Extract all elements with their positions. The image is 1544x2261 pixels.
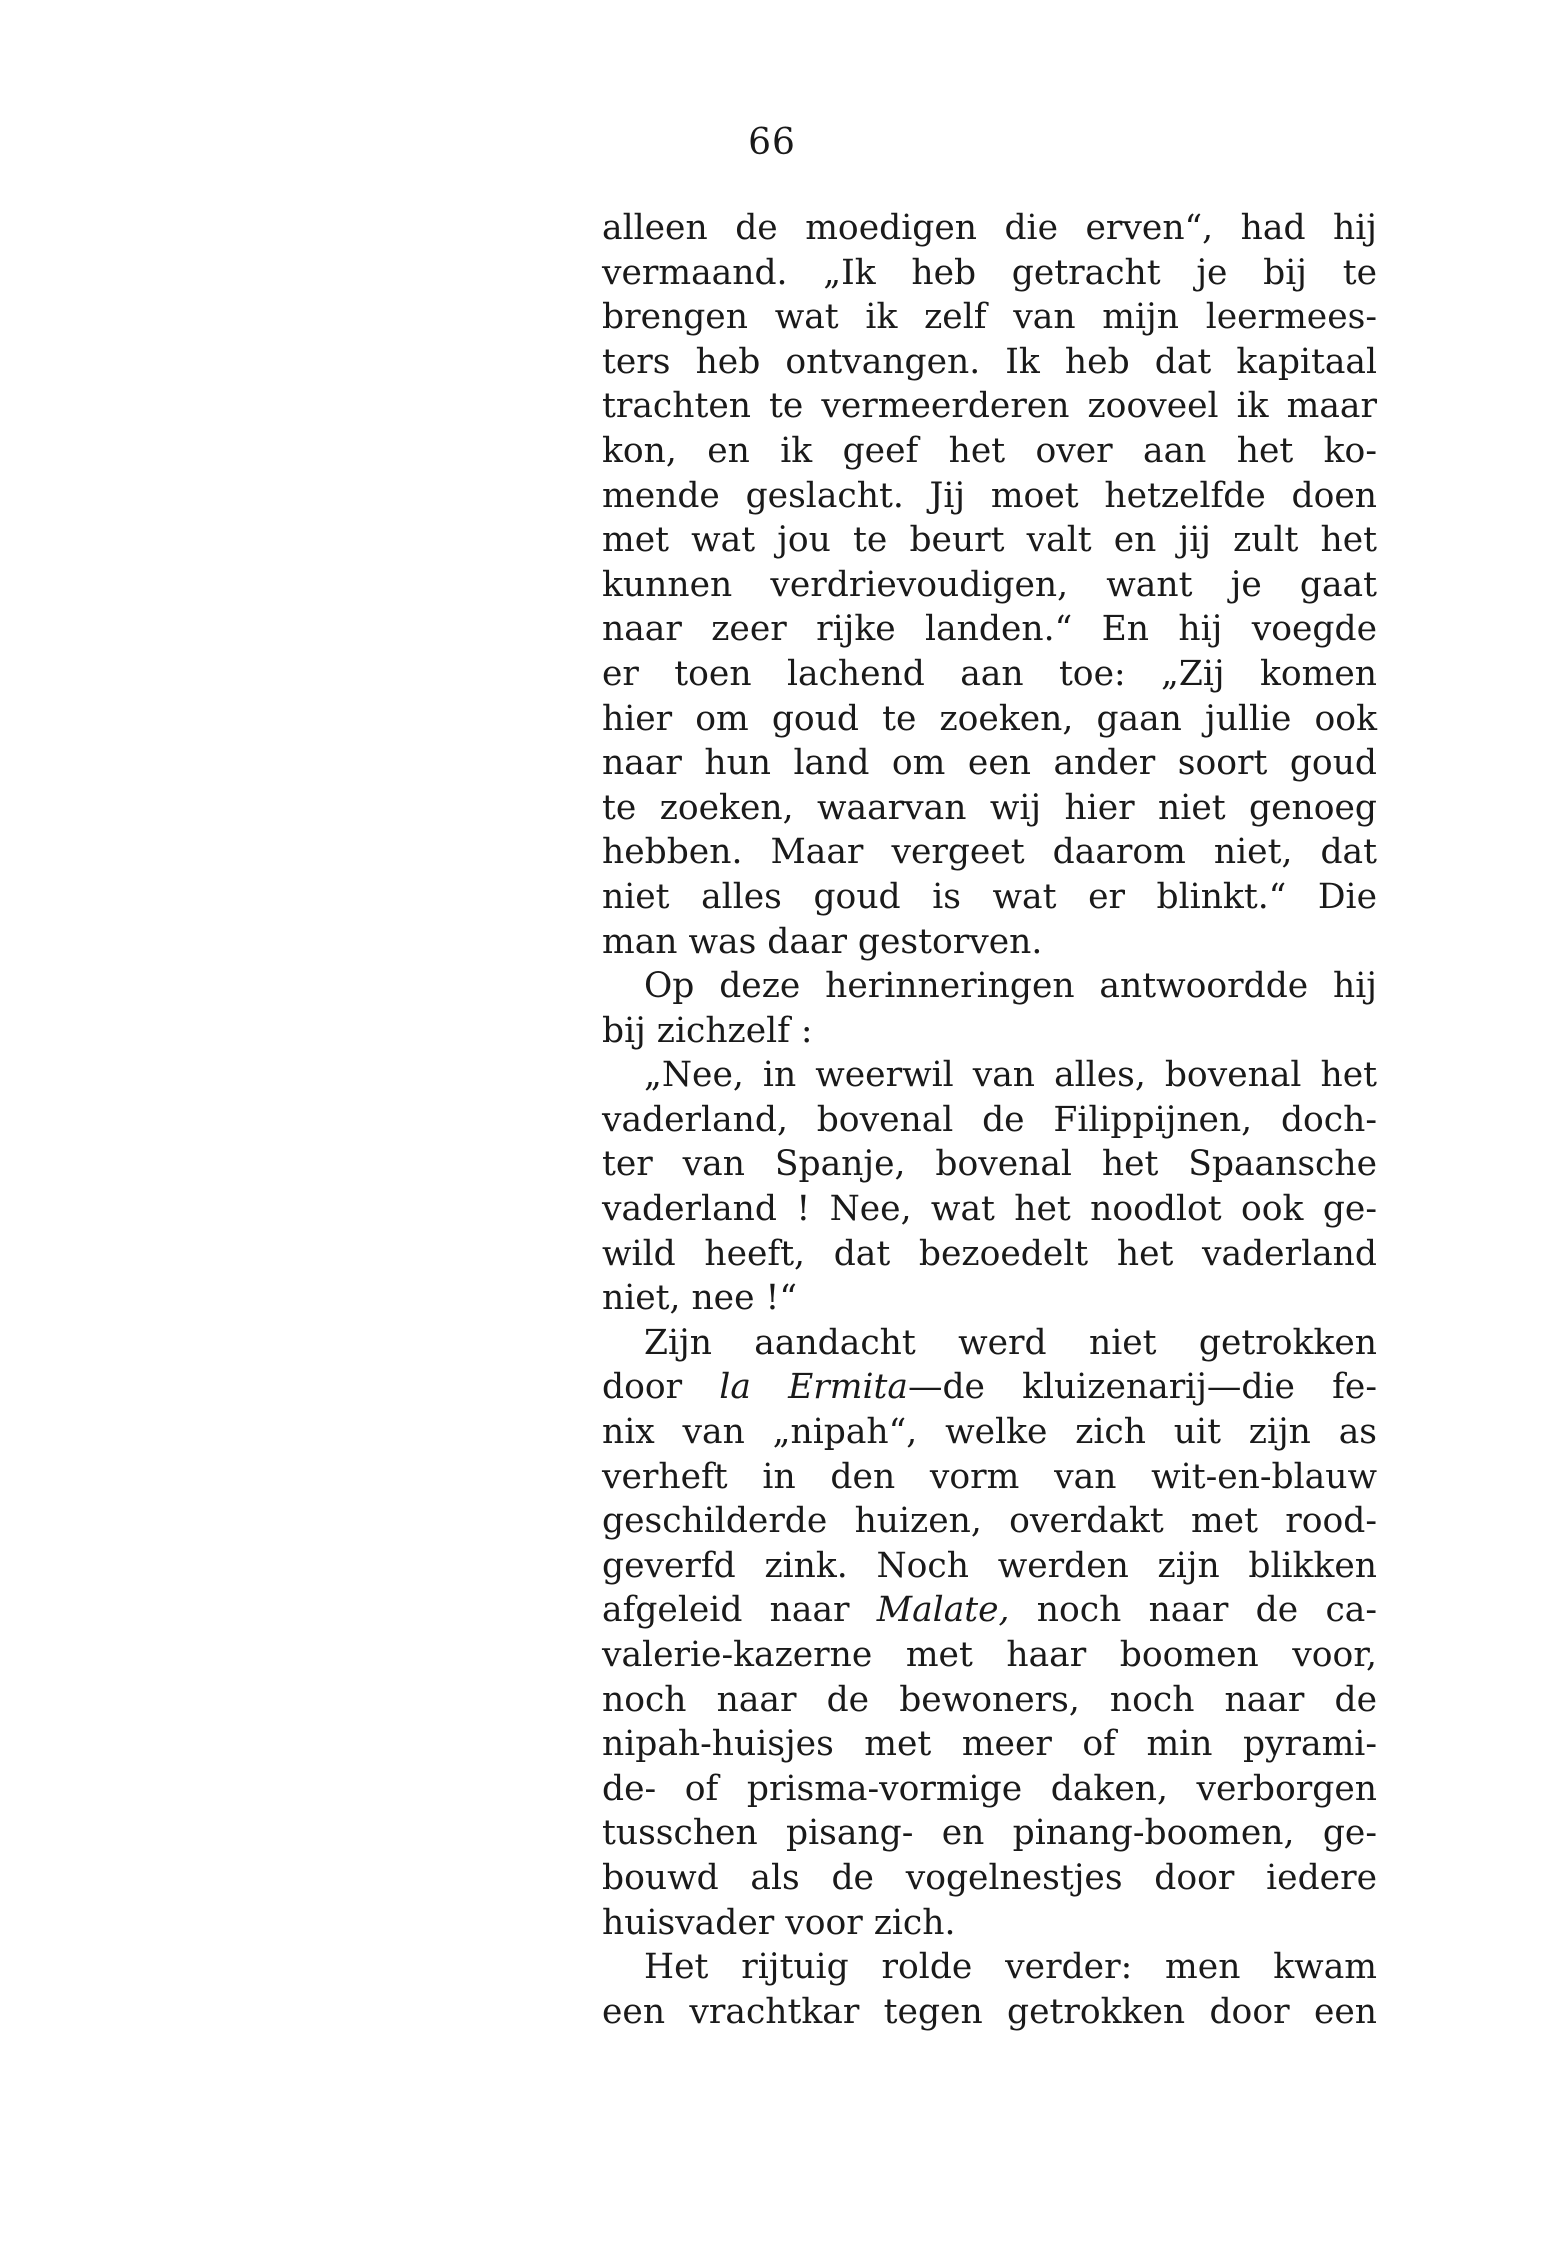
text-line: niet, nee !“ [602,1278,797,1319]
text-line: met wat jou te beurt valt en jij zult het [602,520,1377,561]
page-number: 66 [748,122,796,163]
text-line: de- of prisma-vormige daken, verborgen [602,1768,1377,1809]
text-line: noch naar de bewoners, noch naar de [602,1679,1377,1720]
text-line: vaderland ! Nee, wat het noodlot ook ge- [602,1189,1377,1230]
paragraph-start-line: „Nee, in weerwil van alles, bovenal het [644,1055,1377,1096]
text-line: bij zichzelf : [602,1010,813,1051]
text-line: huisvader voor zich. [602,1902,956,1943]
text-line: ter van Spanje, bovenal het Spaansche [602,1144,1377,1185]
paragraph-start-line: Het rijtuig rolde verder: men kwam [644,1947,1377,1988]
text-line: bouwd als de vogelnestjes door iedere [602,1857,1377,1898]
text-line: hebben. Maar vergeet daarom niet, dat [602,832,1377,873]
paragraph-start-line: Op deze herinneringen antwoordde hij [644,966,1377,1007]
text-line: kon, en ik geef het over aan het ko- [602,430,1377,471]
paragraph-start-line: Zijn aandacht werd niet getrokken [644,1322,1377,1363]
line-prefix: door [602,1367,720,1408]
text-line: geverfd zink. Noch werden zijn blikken [602,1545,1377,1586]
text-line: hier om goud te zoeken, gaan jullie ook [602,698,1377,739]
text-line: vermaand. „Ik heb getracht je bij te [602,252,1377,293]
text-line: wild heeft, dat bezoedelt het vaderland [602,1233,1377,1274]
line-prefix: afgeleid naar [602,1590,877,1631]
text-line: mende geslacht. Jij moet hetzelfde doen [602,475,1377,516]
text-line: geschilderde huizen, overdakt met rood- [602,1501,1377,1542]
body-text [602,206,1377,2034]
text-line: niet alles goud is wat er blinkt.“ Die [602,876,1377,917]
text-line: valerie-kazerne met haar boomen voor, [602,1635,1377,1675]
text-line: verheft in den vorm van wit-en-blauw [602,1456,1377,1497]
text-line: nix van „nipah“, welke zich uit zijn as [602,1412,1377,1453]
italic-place-name: Malate, [876,1590,1010,1631]
italic-place-name: la Ermita [719,1367,908,1408]
line-suffix: noch naar de ca- [1009,1590,1377,1631]
text-line: alleen de moedigen die erven“, had hij [602,208,1377,248]
text-line: trachten te vermeerderen zooveel ik maar [602,386,1377,427]
text-line: er toen lachend aan toe: „Zij komen [602,653,1377,694]
text-line: te zoeken, waarvan wij hier niet genoeg [602,787,1377,828]
text-line: kunnen verdrievoudigen, want je gaat [602,564,1377,605]
text-line: vaderland, bovenal de Filippijnen, doch- [602,1099,1377,1140]
text-line-with-italic [602,1588,1377,1633]
text-line: een vrachtkar tegen getrokken door een [602,1991,1377,2032]
text-line: naar hun land om een ander soort goud [602,743,1377,784]
text-line: brengen wat ik zelf van mijn leermees- [602,297,1377,338]
line-suffix: —de kluizenarij—die fe- [907,1367,1377,1408]
text-line: ters heb ontvangen. Ik heb dat kapitaal [602,341,1377,382]
text-line: naar zeer rijke landen.“ En hij voegde [602,609,1377,650]
text-line: tusschen pisang- en pinang-boomen, ge- [602,1813,1377,1854]
text-line-with-italic [602,1365,1377,1410]
text-line: nipah-huisjes met meer of min pyrami- [602,1724,1377,1765]
text-line: man was daar gestorven. [602,921,1043,962]
